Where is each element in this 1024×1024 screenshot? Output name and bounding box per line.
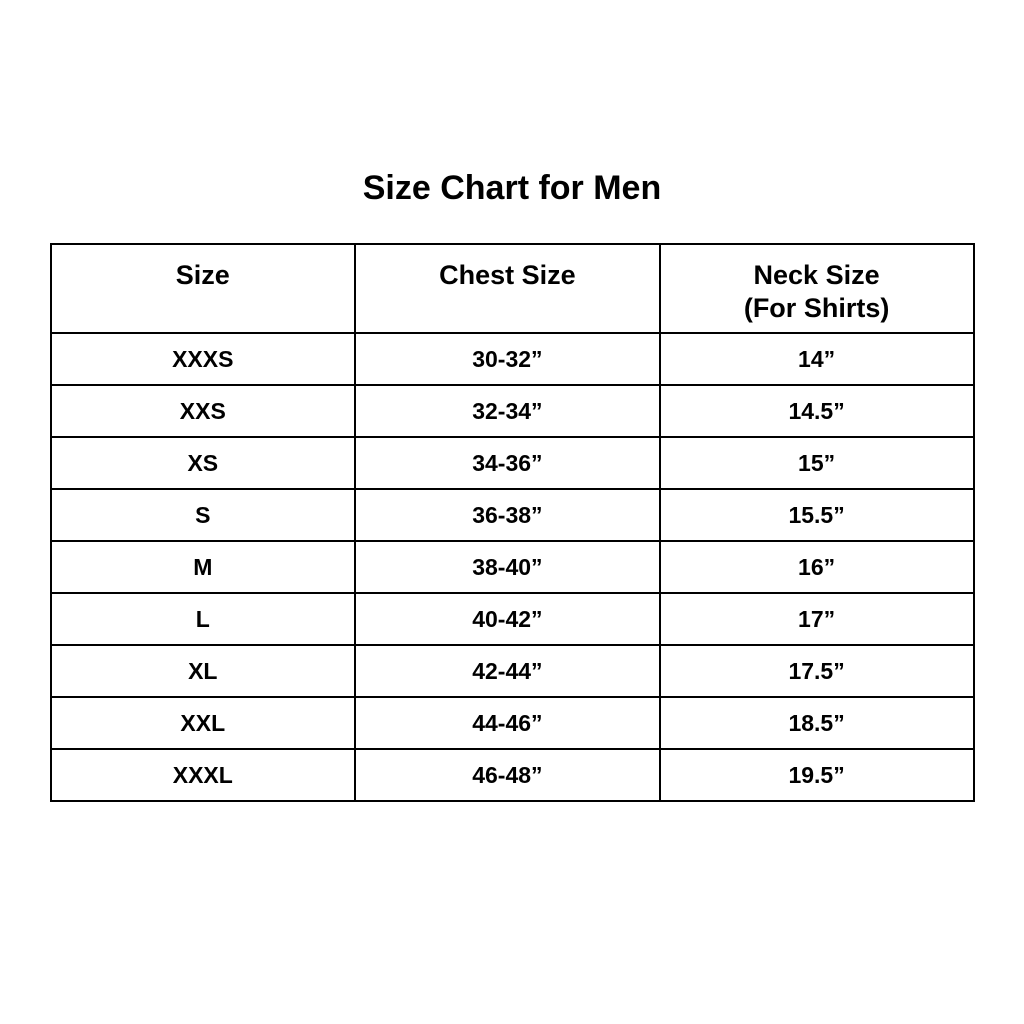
size-cell: XXL [51,697,356,749]
neck-cell: 19.5” [660,749,974,801]
size-cell: XS [51,437,356,489]
size-cell: L [51,593,356,645]
page-title: Size Chart for Men [362,169,662,207]
table-row [51,333,974,385]
size-cell: XXXS [51,333,356,385]
chest-cell: 42-44” [355,645,660,697]
header-neck-size-line1: Neck Size [753,260,880,290]
chest-cell: 44-46” [355,697,660,749]
table-header-row [51,244,974,333]
neck-cell: 14.5” [660,385,974,437]
header-neck-size-line2: (For Shirts) [743,293,890,323]
neck-cell: 14” [660,333,974,385]
neck-cell: 17” [660,593,974,645]
neck-cell: 15” [660,437,974,489]
size-cell: XXS [51,385,356,437]
size-cell: XL [51,645,356,697]
table-row [51,385,974,437]
size-cell: S [51,489,356,541]
table-row [51,697,974,749]
chest-cell: 40-42” [355,593,660,645]
size-cell: M [51,541,356,593]
neck-cell: 16” [660,541,974,593]
table-row [51,541,974,593]
table-row [51,593,974,645]
table-row [51,489,974,541]
chest-cell: 34-36” [355,437,660,489]
chest-cell: 36-38” [355,489,660,541]
header-chest-size: Chest Size [355,244,660,333]
table-row [51,749,974,801]
header-neck-size [660,244,974,333]
chest-cell: 30-32” [355,333,660,385]
neck-cell: 18.5” [660,697,974,749]
neck-cell: 17.5” [660,645,974,697]
chest-cell: 38-40” [355,541,660,593]
chest-cell: 32-34” [355,385,660,437]
size-cell: XXXL [51,749,356,801]
size-chart-table [50,243,975,802]
neck-cell: 15.5” [660,489,974,541]
chest-cell: 46-48” [355,749,660,801]
table-row [51,437,974,489]
table-row [51,645,974,697]
header-size: Size [51,244,356,333]
